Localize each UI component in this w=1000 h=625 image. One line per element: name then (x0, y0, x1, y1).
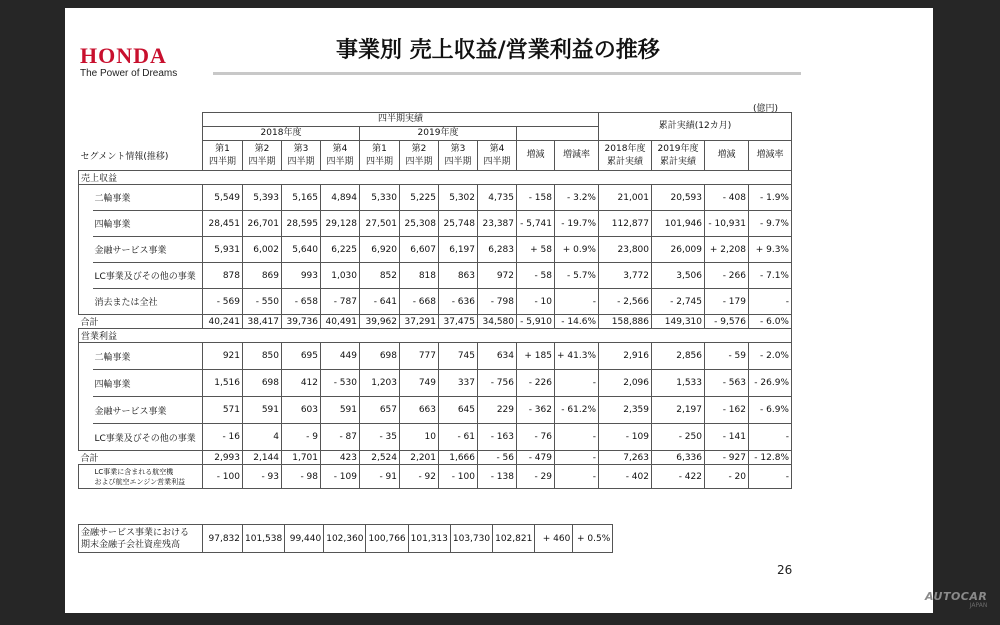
segment-label: 二輪事業 (93, 343, 203, 370)
q2-header: 第2 (254, 143, 270, 154)
value-cell: - 787 (321, 289, 360, 315)
value-cell: 29,128 (321, 211, 360, 237)
segment-row (79, 343, 792, 370)
value-cell: 5,225 (400, 185, 439, 211)
row-indent (79, 263, 93, 289)
value-cell: - 26.9% (749, 370, 792, 397)
value-cell: + 58 (517, 237, 555, 263)
q3-sub: 四半期 (287, 156, 315, 167)
value-cell: 6,197 (439, 237, 478, 263)
value-cell: - 658 (282, 289, 321, 315)
value-cell: 852 (360, 263, 400, 289)
total-cell: 40,241 (203, 315, 243, 329)
segment-row (79, 397, 792, 424)
value-cell: 972 (478, 263, 517, 289)
total-cell: - 14.6% (555, 315, 599, 329)
value-cell: 26,701 (243, 211, 282, 237)
total-cell: 2,524 (360, 451, 400, 465)
segment-label: 金融サービス事業 (93, 397, 203, 424)
aviation-label-1: LC事業に含まれる航空機 (94, 467, 174, 476)
fy2019-header: 2019年度 (360, 127, 517, 141)
value-cell: 591 (321, 397, 360, 424)
value-cell: - 59 (705, 343, 749, 370)
value-cell: 26,009 (652, 237, 705, 263)
value-cell: 869 (243, 263, 282, 289)
value-cell: 5,549 (203, 185, 243, 211)
q4-sub: 四半期 (483, 156, 511, 167)
value-cell: 993 (282, 263, 321, 289)
total-label: 合計 (79, 451, 203, 465)
q4-sub: 四半期 (326, 156, 354, 167)
page-title: 事業別 売上収益/営業利益の推移 (336, 38, 660, 63)
value-cell: 4 (243, 424, 282, 451)
value-cell: - 6.9% (749, 397, 792, 424)
value-cell: 850 (243, 343, 282, 370)
value-cell: 5,931 (203, 237, 243, 263)
aviation-cell: - 93 (243, 465, 282, 489)
total-cell: - 6.0% (749, 315, 792, 329)
value-cell: 745 (439, 343, 478, 370)
value-cell: 27,501 (360, 211, 400, 237)
quarterly-actual-header: 四半期実績 (203, 113, 599, 127)
value-cell: 5,330 (360, 185, 400, 211)
value-cell: 818 (400, 263, 439, 289)
aviation-cell: - 402 (599, 465, 652, 489)
aviation-cell: - (555, 465, 599, 489)
value-cell: 23,800 (599, 237, 652, 263)
aviation-cell: - 91 (360, 465, 400, 489)
value-cell: - 266 (705, 263, 749, 289)
op-income-section-header: 営業利益 (79, 329, 792, 343)
value-cell: - (555, 289, 599, 315)
value-cell: - 19.7% (555, 211, 599, 237)
finance-cell: 102,360 (324, 525, 366, 553)
value-cell: - 563 (705, 370, 749, 397)
aviation-cell: - 20 (705, 465, 749, 489)
value-cell: - 179 (705, 289, 749, 315)
value-cell: 663 (400, 397, 439, 424)
value-cell: 2,856 (652, 343, 705, 370)
total-cell: 2,144 (243, 451, 282, 465)
total-cell: 2,201 (400, 451, 439, 465)
value-cell: 28,595 (282, 211, 321, 237)
value-cell: 571 (203, 397, 243, 424)
value-cell: - 16 (203, 424, 243, 451)
value-cell: 777 (400, 343, 439, 370)
segment-label: 四輪事業 (93, 211, 203, 237)
segment-label: LC事業及びその他の事業 (93, 424, 203, 451)
finance-label-1: 金融サービス事業における (81, 527, 190, 538)
value-cell: - (555, 370, 599, 397)
value-cell: + 185 (517, 343, 555, 370)
value-cell: 3,506 (652, 263, 705, 289)
value-cell: 10 (400, 424, 439, 451)
finance-assets-row (79, 525, 613, 553)
finance-cell: 99,440 (285, 525, 324, 553)
row-indent (79, 237, 93, 263)
value-cell: 5,302 (439, 185, 478, 211)
segment-label: 四輪事業 (93, 370, 203, 397)
value-cell: 6,607 (400, 237, 439, 263)
value-cell: 2,197 (652, 397, 705, 424)
unit-label: (億円) (753, 104, 779, 114)
aviation-cell: - 92 (400, 465, 439, 489)
finance-cell: 101,538 (243, 525, 285, 553)
segment-row (79, 263, 792, 289)
cum-change-header: 増減 (705, 141, 749, 171)
row-indent (79, 343, 93, 370)
value-cell: - 3.2% (555, 185, 599, 211)
q2-header: 第2 (411, 143, 427, 154)
value-cell: + 41.3% (555, 343, 599, 370)
segment-row (79, 370, 792, 397)
total-cell: 1,666 (439, 451, 478, 465)
value-cell: - 9.7% (749, 211, 792, 237)
total-cell: - 5,910 (517, 315, 555, 329)
value-cell: - 569 (203, 289, 243, 315)
total-cell: 37,291 (400, 315, 439, 329)
value-cell: - 5.7% (555, 263, 599, 289)
cum2019-sub: 累計実績 (659, 156, 696, 167)
value-cell: 4,735 (478, 185, 517, 211)
value-cell: 863 (439, 263, 478, 289)
segment-table (78, 112, 792, 489)
finance-cell: 103,730 (450, 525, 492, 553)
value-cell: - 362 (517, 397, 555, 424)
value-cell: - 636 (439, 289, 478, 315)
total-cell: 39,736 (282, 315, 321, 329)
total-cell: 7,263 (599, 451, 652, 465)
finance-cell: 97,832 (203, 525, 243, 553)
q2-sub: 四半期 (405, 156, 433, 167)
row-indent (79, 370, 93, 397)
value-cell: - 668 (400, 289, 439, 315)
value-cell: 6,225 (321, 237, 360, 263)
segment-label: 金融サービス事業 (93, 237, 203, 263)
value-cell: - 61.2% (555, 397, 599, 424)
value-cell: 4,894 (321, 185, 360, 211)
total-label: 合計 (79, 315, 203, 329)
aviation-cell: - 422 (652, 465, 705, 489)
change-rate-header: 増減率 (555, 141, 599, 171)
value-cell: - 9 (282, 424, 321, 451)
value-cell: 5,165 (282, 185, 321, 211)
total-cell: - (555, 451, 599, 465)
value-cell: - 641 (360, 289, 400, 315)
aviation-cell: - 138 (478, 465, 517, 489)
q1-sub: 四半期 (365, 156, 393, 167)
value-cell: 21,001 (599, 185, 652, 211)
value-cell: + 2,208 (705, 237, 749, 263)
segment-row (79, 185, 792, 211)
value-cell: - 158 (517, 185, 555, 211)
value-cell: 634 (478, 343, 517, 370)
segment-label: 消去または全社 (93, 289, 203, 315)
segment-label: LC事業及びその他の事業 (93, 263, 203, 289)
logo-tagline: The Power of Dreams (80, 68, 178, 79)
total-cell: - 927 (705, 451, 749, 465)
q3-header: 第3 (293, 143, 309, 154)
total-cell: 158,886 (599, 315, 652, 329)
segment-row (79, 289, 792, 315)
watermark (925, 592, 987, 610)
value-cell: - 226 (517, 370, 555, 397)
value-cell: 3,772 (599, 263, 652, 289)
value-cell: 337 (439, 370, 478, 397)
q4-header: 第4 (489, 143, 505, 154)
value-cell: - 58 (517, 263, 555, 289)
value-cell: 449 (321, 343, 360, 370)
value-cell: 229 (478, 397, 517, 424)
segment-label: セグメント情報(推移) (79, 141, 203, 171)
aviation-row (79, 465, 792, 489)
value-cell: - 550 (243, 289, 282, 315)
total-cell: 37,475 (439, 315, 478, 329)
value-cell: 2,096 (599, 370, 652, 397)
logo-brand: HONDA (80, 43, 167, 68)
value-cell: - 163 (478, 424, 517, 451)
total-cell: 40,491 (321, 315, 360, 329)
revenue-total-row (79, 315, 792, 329)
value-cell: 112,877 (599, 211, 652, 237)
q2-sub: 四半期 (248, 156, 276, 167)
segment-row (79, 211, 792, 237)
value-cell: - 2,566 (599, 289, 652, 315)
finance-cell: + 460 (535, 525, 573, 553)
finance-label-2: 期末金融子会社資産残高 (81, 539, 181, 550)
revenue-section-header: 売上収益 (79, 171, 792, 185)
cum2019-header: 2019年度 (657, 143, 699, 154)
total-cell: - 9,576 (705, 315, 749, 329)
value-cell: 28,451 (203, 211, 243, 237)
op-income-rows (79, 343, 792, 451)
aviation-cell: - 29 (517, 465, 555, 489)
total-cell: 34,580 (478, 315, 517, 329)
segment-row (79, 237, 792, 263)
finance-cell: 102,821 (493, 525, 535, 553)
value-cell: 25,748 (439, 211, 478, 237)
value-cell: - 2.0% (749, 343, 792, 370)
finance-cell: 101,313 (408, 525, 450, 553)
value-cell: + 0.9% (555, 237, 599, 263)
value-cell: 1,203 (360, 370, 400, 397)
value-cell: - 2,745 (652, 289, 705, 315)
aviation-cell: - 109 (321, 465, 360, 489)
total-cell: - 12.8% (749, 451, 792, 465)
title-divider (213, 72, 801, 75)
finance-assets-table (78, 524, 613, 553)
value-cell: 591 (243, 397, 282, 424)
q4-header: 第4 (332, 143, 348, 154)
total-cell: 423 (321, 451, 360, 465)
value-cell: 657 (360, 397, 400, 424)
value-cell: 695 (282, 343, 321, 370)
total-cell: 149,310 (652, 315, 705, 329)
segment-row (79, 424, 792, 451)
value-cell: - 530 (321, 370, 360, 397)
cumulative-actual-header: 累計実績(12カ月) (599, 113, 792, 141)
value-cell: 878 (203, 263, 243, 289)
total-cell: 38,417 (243, 315, 282, 329)
aviation-label-2: および航空エンジン営業利益 (94, 477, 186, 486)
value-cell: 603 (282, 397, 321, 424)
value-cell: 20,593 (652, 185, 705, 211)
value-cell: - 1.9% (749, 185, 792, 211)
row-indent (79, 397, 93, 424)
cum2018-header: 2018年度 (604, 143, 646, 154)
value-cell: 25,308 (400, 211, 439, 237)
q3-sub: 四半期 (444, 156, 472, 167)
q1-header: 第1 (215, 143, 230, 154)
value-cell: - 162 (705, 397, 749, 424)
finance-cell: 100,766 (366, 525, 408, 553)
value-cell: 921 (203, 343, 243, 370)
value-cell: 6,283 (478, 237, 517, 263)
row-indent (79, 211, 93, 237)
value-cell: - 5,741 (517, 211, 555, 237)
watermark-sub: JAPAN (969, 602, 988, 609)
value-cell: - 109 (599, 424, 652, 451)
value-cell: - 87 (321, 424, 360, 451)
total-cell: 6,336 (652, 451, 705, 465)
value-cell: 23,387 (478, 211, 517, 237)
watermark-brand: AUTOCAR (925, 590, 988, 603)
value-cell: 2,916 (599, 343, 652, 370)
honda-logo (80, 45, 177, 79)
value-cell: - 408 (705, 185, 749, 211)
value-cell: - 35 (360, 424, 400, 451)
aviation-cell: - 98 (282, 465, 321, 489)
value-cell: 749 (400, 370, 439, 397)
q1-header: 第1 (372, 143, 387, 154)
aviation-cell: - 100 (203, 465, 243, 489)
segment-label: 二輪事業 (93, 185, 203, 211)
value-cell: 101,946 (652, 211, 705, 237)
value-cell: - 141 (705, 424, 749, 451)
value-cell: - (749, 289, 792, 315)
revenue-rows (79, 185, 792, 315)
fy2018-header: 2018年度 (203, 127, 360, 141)
value-cell: - 10 (517, 289, 555, 315)
value-cell: - (749, 424, 792, 451)
value-cell: 6,920 (360, 237, 400, 263)
value-cell: + 9.3% (749, 237, 792, 263)
value-cell: - 798 (478, 289, 517, 315)
aviation-cell: - 100 (439, 465, 478, 489)
page-number: 26 (777, 563, 793, 577)
row-indent (79, 424, 93, 451)
cum2018-sub: 累計実績 (606, 156, 643, 167)
row-indent (79, 289, 93, 315)
value-cell: 698 (360, 343, 400, 370)
value-cell: 645 (439, 397, 478, 424)
value-cell: 1,533 (652, 370, 705, 397)
value-cell: 412 (282, 370, 321, 397)
value-cell: - 10,931 (705, 211, 749, 237)
change-header: 増減 (517, 141, 555, 171)
value-cell: 2,359 (599, 397, 652, 424)
q1-sub: 四半期 (208, 156, 236, 167)
value-cell: - 61 (439, 424, 478, 451)
total-cell: 1,701 (282, 451, 321, 465)
value-cell: 5,393 (243, 185, 282, 211)
value-cell: 5,640 (282, 237, 321, 263)
op-income-total-row (79, 451, 792, 465)
value-cell: 6,002 (243, 237, 282, 263)
q3-header: 第3 (450, 143, 466, 154)
cum-change-rate-header: 増減率 (749, 141, 792, 171)
total-cell: 39,962 (360, 315, 400, 329)
total-cell: - 479 (517, 451, 555, 465)
value-cell: - (555, 424, 599, 451)
total-cell: 2,993 (203, 451, 243, 465)
value-cell: 1,030 (321, 263, 360, 289)
finance-cell: + 0.5% (573, 525, 613, 553)
value-cell: 698 (243, 370, 282, 397)
value-cell: - 76 (517, 424, 555, 451)
total-cell: - 56 (478, 451, 517, 465)
aviation-cell: - (749, 465, 792, 489)
value-cell: - 250 (652, 424, 705, 451)
row-indent (79, 185, 93, 211)
value-cell: - 756 (478, 370, 517, 397)
value-cell: 1,516 (203, 370, 243, 397)
value-cell: - 7.1% (749, 263, 792, 289)
